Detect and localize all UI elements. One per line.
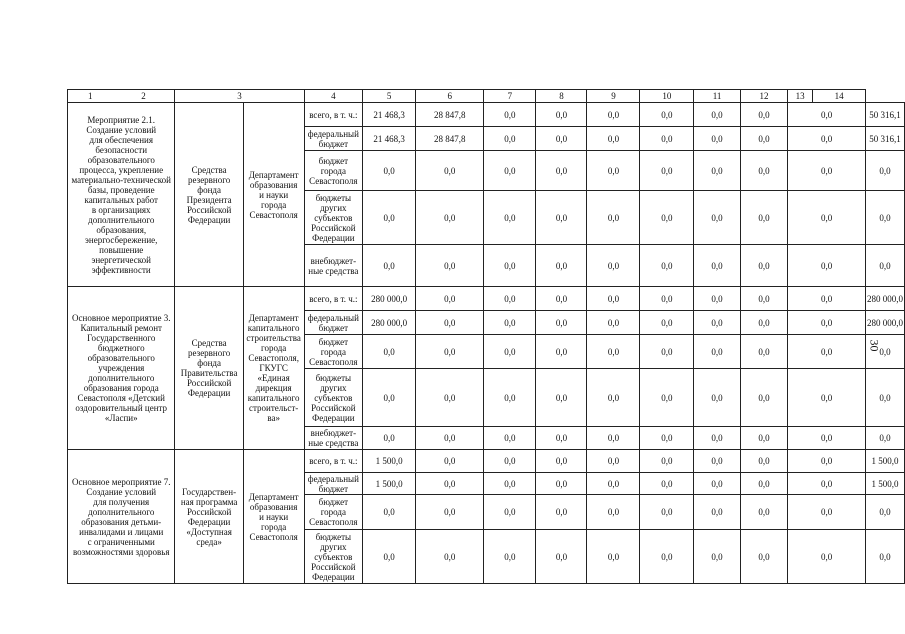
value-cell: 28 847,8 xyxy=(416,103,484,127)
budget-type: бюджет города Севастополя xyxy=(304,151,363,191)
budget-type: внебюджет- ные средства xyxy=(304,427,363,450)
value-cell: 21 468,3 xyxy=(363,103,416,127)
value-cell: 0,0 xyxy=(484,427,536,450)
value-cell: 0,0 xyxy=(740,369,787,427)
value-cell: 0,0 xyxy=(484,127,536,151)
value-cell: 0,0 xyxy=(587,427,640,450)
value-cell: 0,0 xyxy=(640,495,694,530)
value-cell: 0,0 xyxy=(640,287,694,311)
value-cell: 0,0 xyxy=(866,530,905,584)
value-cell: 0,0 xyxy=(536,335,587,369)
value-cell: 0,0 xyxy=(694,191,740,245)
value-cell: 0,0 xyxy=(363,495,416,530)
value-cell: 0,0 xyxy=(416,287,484,311)
value-cell: 0,0 xyxy=(694,427,740,450)
value-cell: 0,0 xyxy=(788,287,866,311)
budget-type: бюджеты других субъектов Российской Федерации xyxy=(304,530,363,584)
value-cell: 28 847,8 xyxy=(416,127,484,151)
budget-type: федеральный бюджет xyxy=(304,127,363,151)
value-cell: 0,0 xyxy=(536,287,587,311)
value-cell: 280 000,0 xyxy=(866,287,905,311)
value-cell: 0,0 xyxy=(694,151,740,191)
value-cell: 0,0 xyxy=(416,530,484,584)
value-cell: 0,0 xyxy=(484,369,536,427)
budget-type: федеральный бюджет xyxy=(304,473,363,495)
value-cell: 1 500,0 xyxy=(363,450,416,473)
value-cell: 0,0 xyxy=(416,450,484,473)
budget-type: бюджет города Севастополя xyxy=(304,495,363,530)
value-cell: 0,0 xyxy=(640,369,694,427)
value-cell: 0,0 xyxy=(536,191,587,245)
value-cell: 0,0 xyxy=(788,127,866,151)
value-cell: 0,0 xyxy=(416,369,484,427)
value-cell: 0,0 xyxy=(484,311,536,335)
value-cell: 0,0 xyxy=(363,151,416,191)
value-cell: 0,0 xyxy=(788,427,866,450)
executor: Департамент образования и науки города Севастополя xyxy=(243,103,304,287)
value-cell: 0,0 xyxy=(536,369,587,427)
header-cell: 8 xyxy=(536,90,587,103)
budget-type: бюджеты других субъектов Российской Федерации xyxy=(304,191,363,245)
value-cell: 0,0 xyxy=(536,427,587,450)
value-cell: 0,0 xyxy=(484,335,536,369)
budget-type: федеральный бюджет xyxy=(304,311,363,335)
value-cell: 1 500,0 xyxy=(866,473,905,495)
header-cell: 7 xyxy=(484,90,536,103)
value-cell: 0,0 xyxy=(740,450,787,473)
value-cell: 0,0 xyxy=(536,127,587,151)
value-cell: 0,0 xyxy=(694,311,740,335)
value-cell: 0,0 xyxy=(866,495,905,530)
value-cell: 0,0 xyxy=(416,473,484,495)
value-cell: 50 316,1 xyxy=(866,103,905,127)
value-cell: 0,0 xyxy=(740,473,787,495)
value-cell: 0,0 xyxy=(866,369,905,427)
value-cell: 0,0 xyxy=(640,191,694,245)
value-cell: 50 316,1 xyxy=(866,127,905,151)
value-cell: 0,0 xyxy=(788,450,866,473)
value-cell: 0,0 xyxy=(788,530,866,584)
value-cell: 0,0 xyxy=(363,335,416,369)
activity-name: Основное мероприятие 7. Создание условий для получения дополнительного образования детьми- инвалидами и лицами с ограниченными возможностями здоровья xyxy=(68,450,175,584)
value-cell: 0,0 xyxy=(788,473,866,495)
value-cell: 0,0 xyxy=(536,103,587,127)
value-cell: 0,0 xyxy=(694,473,740,495)
value-cell: 0,0 xyxy=(484,151,536,191)
value-cell: 0,0 xyxy=(587,311,640,335)
table-row xyxy=(68,450,905,473)
value-cell: 0,0 xyxy=(866,151,905,191)
value-cell: 0,0 xyxy=(740,127,787,151)
header-row xyxy=(68,90,905,103)
value-cell: 0,0 xyxy=(363,369,416,427)
value-cell: 280 000,0 xyxy=(866,311,905,335)
budget-type: бюджет города Севастополя xyxy=(304,335,363,369)
value-cell: 0,0 xyxy=(694,369,740,427)
value-cell: 0,0 xyxy=(416,495,484,530)
value-cell: 0,0 xyxy=(640,103,694,127)
value-cell: 0,0 xyxy=(694,335,740,369)
value-cell: 0,0 xyxy=(587,530,640,584)
value-cell: 0,0 xyxy=(788,369,866,427)
header-cell: 5 xyxy=(363,90,416,103)
value-cell: 0,0 xyxy=(640,151,694,191)
value-cell: 0,0 xyxy=(788,495,866,530)
header-cell: 13 xyxy=(788,90,813,103)
value-cell: 0,0 xyxy=(484,287,536,311)
page-number: 30 xyxy=(867,339,882,352)
activity-name: Основное мероприятие 3. Капитальный ремонт Государственного бюджетного образовательного учреждения дополнительного образования города Севастополя «Детский оздоровительный центр «Ласпи» xyxy=(68,287,175,450)
value-cell: 0,0 xyxy=(484,450,536,473)
budget-type: всего, в т. ч.: xyxy=(304,103,363,127)
header-cell: 12 xyxy=(740,90,787,103)
value-cell: 0,0 xyxy=(694,103,740,127)
value-cell: 0,0 xyxy=(694,530,740,584)
value-cell: 0,0 xyxy=(866,427,905,450)
value-cell: 280 000,0 xyxy=(363,287,416,311)
value-cell: 0,0 xyxy=(484,473,536,495)
value-cell: 0,0 xyxy=(587,450,640,473)
value-cell: 0,0 xyxy=(740,287,787,311)
value-cell: 0,0 xyxy=(788,191,866,245)
value-cell: 280 000,0 xyxy=(363,311,416,335)
budget-table xyxy=(67,89,905,584)
executor: Департамент образования и науки города Севастополя xyxy=(243,450,304,584)
value-cell: 0,0 xyxy=(587,151,640,191)
value-cell: 0,0 xyxy=(640,450,694,473)
budget-type: внебюджет- ные средства xyxy=(304,245,363,287)
executor: Департамент капитального строительства города Севастополя, ГКУГС «Единая дирекция капитального строительст- ва» xyxy=(243,287,304,450)
value-cell: 0,0 xyxy=(788,335,866,369)
activity-name: Мероприятие 2.1. Создание условий для обеспечения безопасности образовательного процесса, укрепление материально-технической базы, проведение капитальных работ в организациях дополнительного образования, энергосбережение, повышение энергетической эффективности xyxy=(68,103,175,287)
value-cell: 0,0 xyxy=(788,103,866,127)
value-cell: 0,0 xyxy=(416,245,484,287)
value-cell: 0,0 xyxy=(363,245,416,287)
header-cell: 11 xyxy=(694,90,740,103)
table-row xyxy=(68,103,905,127)
value-cell: 0,0 xyxy=(416,151,484,191)
header-cell: 9 xyxy=(587,90,640,103)
value-cell: 0,0 xyxy=(484,530,536,584)
header-cell: 6 xyxy=(416,90,484,103)
value-cell: 0,0 xyxy=(640,127,694,151)
value-cell: 0,0 xyxy=(363,427,416,450)
value-cell: 0,0 xyxy=(740,335,787,369)
value-cell: 0,0 xyxy=(788,245,866,287)
funding-source: Средства резервного фонда Правительства Российской Федерации xyxy=(175,287,243,450)
header-cell: 2 xyxy=(112,90,175,103)
header-cell: 3 xyxy=(175,90,304,103)
value-cell: 1 500,0 xyxy=(866,450,905,473)
value-cell: 0,0 xyxy=(694,495,740,530)
value-cell: 0,0 xyxy=(587,473,640,495)
value-cell: 0,0 xyxy=(587,127,640,151)
value-cell: 0,0 xyxy=(484,245,536,287)
value-cell: 0,0 xyxy=(640,311,694,335)
value-cell: 0,0 xyxy=(484,495,536,530)
value-cell: 0,0 xyxy=(587,495,640,530)
value-cell: 0,0 xyxy=(740,245,787,287)
value-cell: 0,0 xyxy=(536,530,587,584)
header-cell: 10 xyxy=(640,90,694,103)
value-cell: 0,0 xyxy=(866,191,905,245)
header-cell: 4 xyxy=(304,90,363,103)
budget-type: всего, в т. ч.: xyxy=(304,450,363,473)
value-cell: 0,0 xyxy=(587,287,640,311)
value-cell: 0,0 xyxy=(740,311,787,335)
value-cell: 0,0 xyxy=(416,311,484,335)
value-cell: 0,0 xyxy=(740,191,787,245)
budget-type: всего, в т. ч.: xyxy=(304,287,363,311)
value-cell: 0,0 xyxy=(740,103,787,127)
value-cell: 0,0 xyxy=(484,191,536,245)
value-cell: 0,0 xyxy=(788,151,866,191)
value-cell: 0,0 xyxy=(694,245,740,287)
value-cell: 0,0 xyxy=(536,151,587,191)
value-cell: 0,0 xyxy=(694,127,740,151)
value-cell: 0,0 xyxy=(416,335,484,369)
value-cell: 1 500,0 xyxy=(363,473,416,495)
value-cell: 0,0 xyxy=(587,245,640,287)
value-cell: 0,0 xyxy=(536,245,587,287)
value-cell: 0,0 xyxy=(416,191,484,245)
value-cell: 0,0 xyxy=(866,335,905,369)
value-cell: 0,0 xyxy=(587,103,640,127)
value-cell: 0,0 xyxy=(587,191,640,245)
value-cell: 0,0 xyxy=(640,473,694,495)
value-cell: 0,0 xyxy=(788,311,866,335)
header-cell: 1 xyxy=(68,90,113,103)
value-cell: 0,0 xyxy=(363,191,416,245)
value-cell: 0,0 xyxy=(363,530,416,584)
value-cell: 0,0 xyxy=(416,427,484,450)
value-cell: 0,0 xyxy=(640,427,694,450)
value-cell: 0,0 xyxy=(740,151,787,191)
header-cell: 14 xyxy=(813,90,866,103)
value-cell: 0,0 xyxy=(694,287,740,311)
value-cell: 0,0 xyxy=(587,335,640,369)
budget-type: бюджеты других субъектов Российской Федерации xyxy=(304,369,363,427)
value-cell: 0,0 xyxy=(740,495,787,530)
value-cell: 0,0 xyxy=(866,245,905,287)
value-cell: 0,0 xyxy=(536,473,587,495)
value-cell: 0,0 xyxy=(694,450,740,473)
value-cell: 0,0 xyxy=(640,335,694,369)
value-cell: 0,0 xyxy=(740,530,787,584)
value-cell: 0,0 xyxy=(536,311,587,335)
value-cell: 0,0 xyxy=(536,450,587,473)
value-cell: 0,0 xyxy=(587,369,640,427)
table-row xyxy=(68,287,905,311)
value-cell: 0,0 xyxy=(640,530,694,584)
value-cell: 0,0 xyxy=(740,427,787,450)
value-cell: 21 468,3 xyxy=(363,127,416,151)
value-cell: 0,0 xyxy=(536,495,587,530)
funding-source: Государствен- ная программа Российской Федерации «Доступная среда» xyxy=(175,450,243,584)
funding-source: Средства резервного фонда Президента Российской Федерации xyxy=(175,103,243,287)
value-cell: 0,0 xyxy=(484,103,536,127)
value-cell: 0,0 xyxy=(640,245,694,287)
